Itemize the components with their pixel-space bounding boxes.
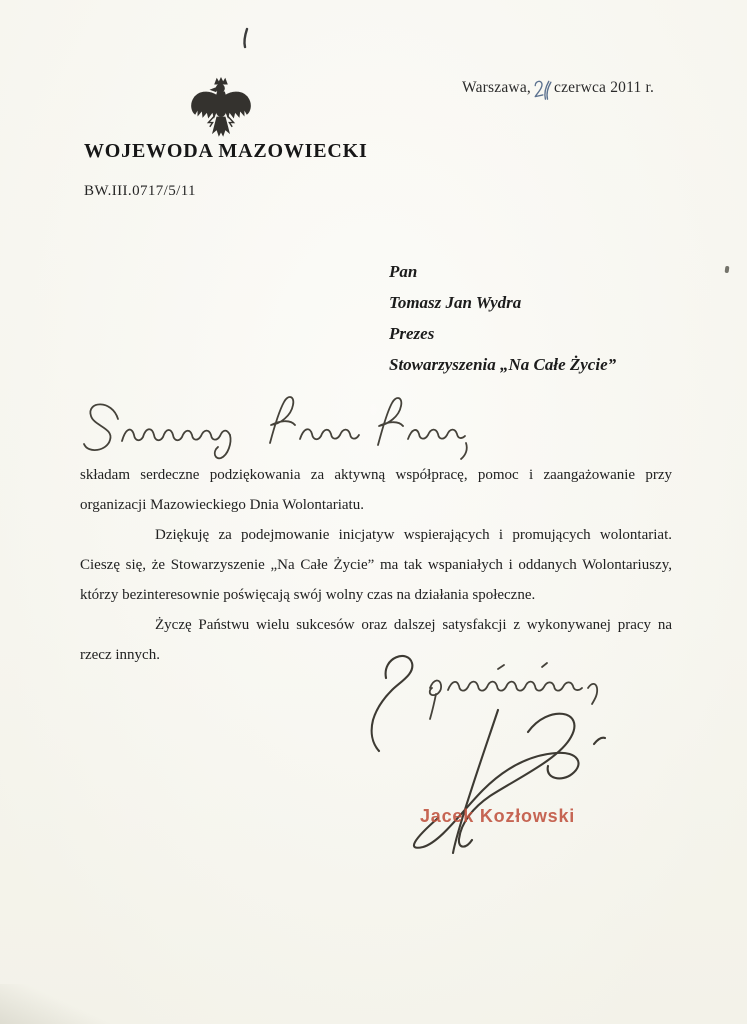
- date-line: [462, 79, 654, 101]
- body-paragraph-1: składam serdeczne podziękowania za aktywną współpracę, pomoc i zaangażowanie przy organizacji Mazowieckiego Dnia Wolontariatu.: [80, 467, 672, 513]
- date-rest: czerwca 2011 r.: [553, 79, 655, 96]
- recipient-block: [389, 256, 616, 380]
- body-paragraph-2: Dziękuję za podejmowanie inicjatyw wspierających i promujących wolontariat. Cieszę się, że Stowarzyszenie „Na Całe Życie” ma tak wspaniałych i oddanych Wolontariuszy, którzy bezinteresownie poświęcają swój wolny czas na działania społeczne.: [80, 527, 672, 603]
- recipient-line-salutation: Pan: [389, 262, 418, 281]
- letter-body: [80, 460, 672, 670]
- stamp-name: Jacek Kozłowski: [420, 806, 576, 826]
- page-fold-shadow: [0, 984, 120, 1024]
- stray-pen-mark: [240, 27, 250, 49]
- date-city: Warszawa,: [462, 79, 531, 96]
- body-paragraph-3: Życzę Państwu wielu sukcesów oraz dalszej satysfakcji z wykonywanej pracy na rzecz innych.: [80, 617, 672, 663]
- reference-number: BW.III.0717/5/11: [84, 183, 196, 199]
- polish-eagle-emblem: [186, 75, 256, 145]
- handwritten-salutation: [74, 391, 472, 465]
- handwritten-day: [531, 77, 553, 101]
- recipient-line-name: Tomasz Jan Wydra: [389, 293, 522, 312]
- recipient-line-organization: Stowarzyszenia „Na Całe Życie”: [389, 355, 617, 374]
- signature-scrawl: [378, 698, 646, 858]
- recipient-line-role: Prezes: [389, 324, 435, 343]
- sender-title: WOJEWODA MAZOWIECKI: [84, 140, 368, 162]
- scan-speck: [725, 266, 730, 273]
